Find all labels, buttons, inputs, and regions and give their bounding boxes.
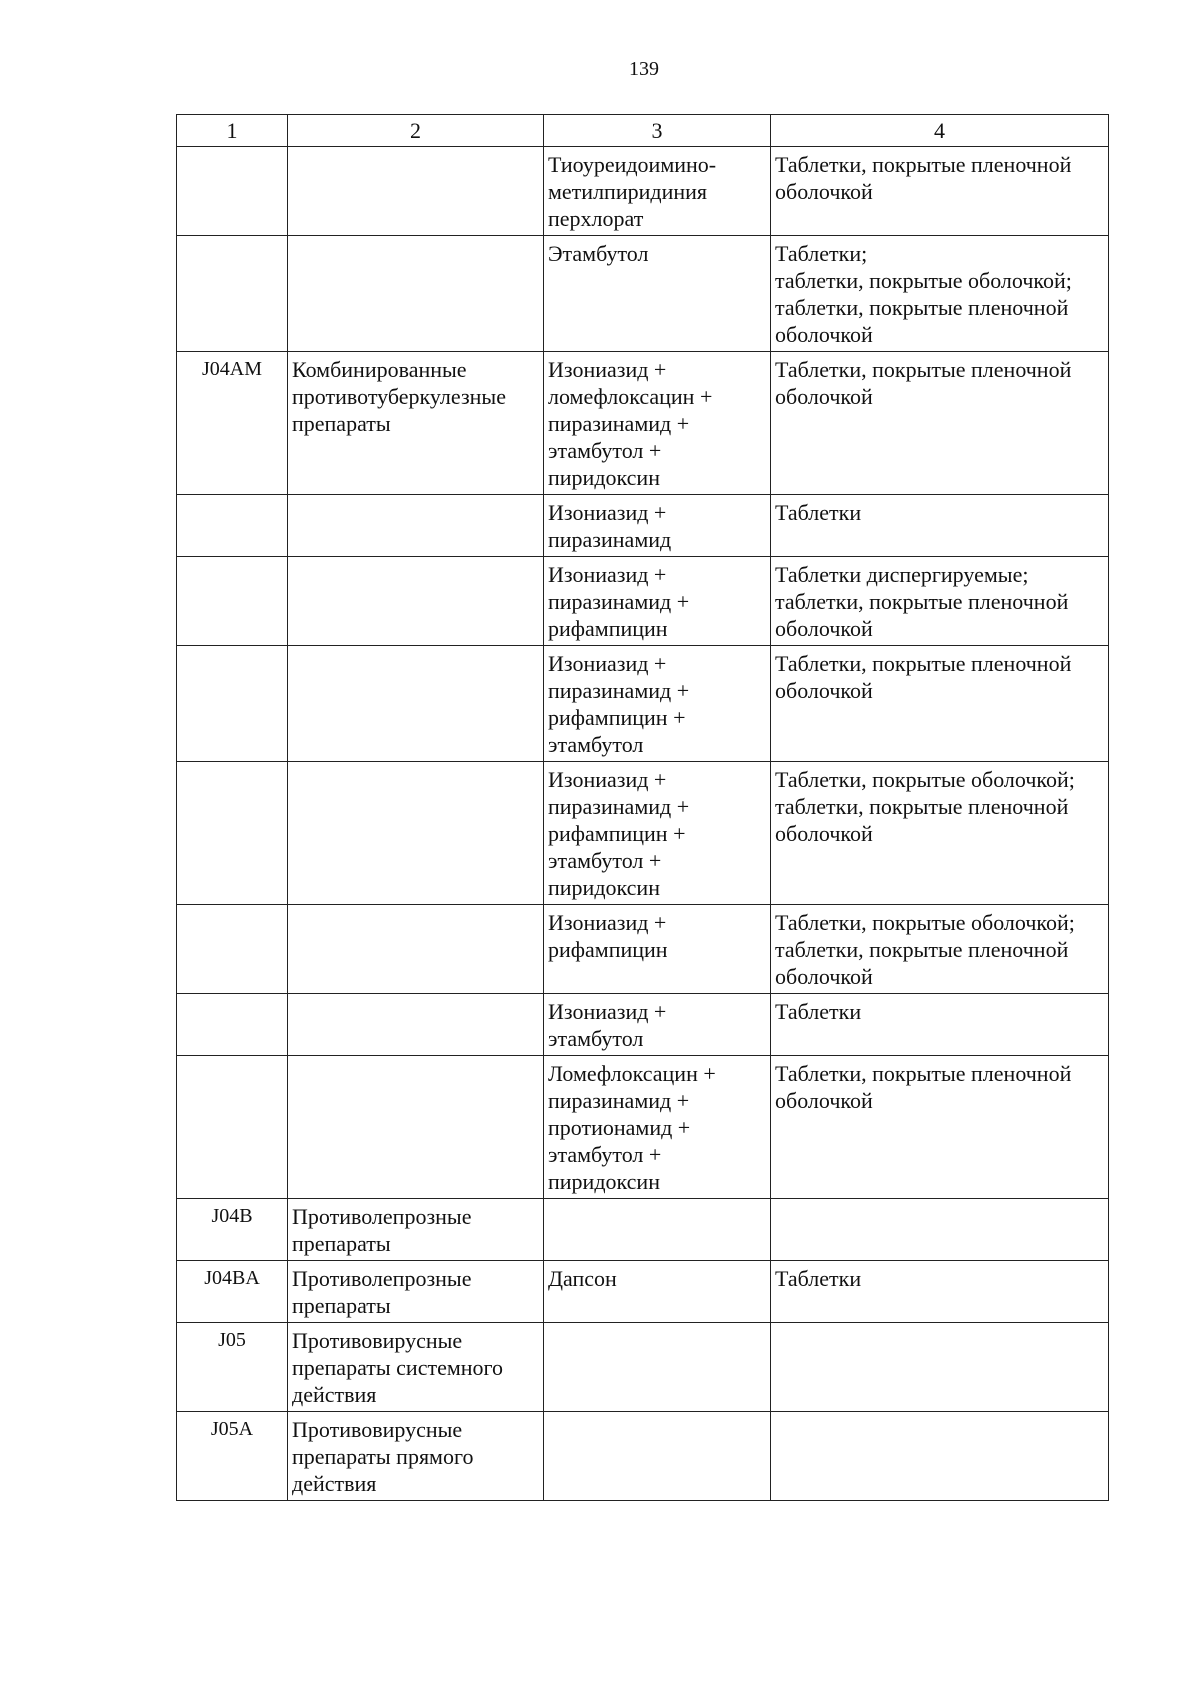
- table-row: [177, 1412, 1109, 1501]
- dosage-form-cell: Таблетки диспергируемые; таблетки, покрытые пленочной оболочкой: [771, 557, 1109, 646]
- pharmacological-group-cell: Противовирусные препараты прямого действия: [288, 1412, 544, 1501]
- table-row: [177, 762, 1109, 905]
- dosage-form-cell: [771, 1412, 1109, 1501]
- table-row: [177, 557, 1109, 646]
- pharmacological-group-cell: [288, 557, 544, 646]
- table-row: [177, 236, 1109, 352]
- drug-name-cell: [544, 1323, 771, 1412]
- drug-name-cell: Ломефлоксацин + пиразинамид + протионамид + этамбутол + пиридоксин: [544, 1056, 771, 1199]
- atc-code-cell: J05A: [177, 1412, 288, 1501]
- pharmacological-group-cell: [288, 1056, 544, 1199]
- dosage-form-cell: Таблетки, покрытые оболочкой; таблетки, покрытые пленочной оболочкой: [771, 905, 1109, 994]
- dosage-form-cell: Таблетки, покрытые оболочкой; таблетки, покрытые пленочной оболочкой: [771, 762, 1109, 905]
- table-row: [177, 352, 1109, 495]
- atc-code-cell: J05: [177, 1323, 288, 1412]
- table-row: [177, 1056, 1109, 1199]
- pharmacological-group-cell: [288, 905, 544, 994]
- drug-name-cell: Тиоуреидоимино- метилпиридиния перхлорат: [544, 147, 771, 236]
- dosage-form-cell: Таблетки; таблетки, покрытые оболочкой; таблетки, покрытые пленочной оболочкой: [771, 236, 1109, 352]
- page-number: 139: [629, 58, 659, 80]
- drug-name-cell: Изониазид + пиразинамид + рифампицин + этамбутол: [544, 646, 771, 762]
- drug-name-cell: Изониазид + пиразинамид: [544, 495, 771, 557]
- atc-code-cell: J04BA: [177, 1261, 288, 1323]
- dosage-form-cell: Таблетки: [771, 495, 1109, 557]
- atc-code-cell: J04B: [177, 1199, 288, 1261]
- table-row: [177, 1199, 1109, 1261]
- pharmacological-group-cell: Противолепрозные препараты: [288, 1261, 544, 1323]
- atc-code-cell: [177, 236, 288, 352]
- pharmacological-group-cell: [288, 495, 544, 557]
- table-row: [177, 147, 1109, 236]
- atc-code-cell: [177, 147, 288, 236]
- table-header-row: [177, 115, 1109, 147]
- dosage-form-cell: Таблетки, покрытые пленочной оболочкой: [771, 646, 1109, 762]
- drug-name-cell: [544, 1199, 771, 1261]
- atc-code-cell: [177, 905, 288, 994]
- drug-name-cell: Этамбутол: [544, 236, 771, 352]
- atc-code-cell: [177, 762, 288, 905]
- atc-code-cell: J04AM: [177, 352, 288, 495]
- pharmacological-group-cell: [288, 236, 544, 352]
- pharmacological-group-cell: [288, 646, 544, 762]
- table-row: [177, 994, 1109, 1056]
- dosage-form-cell: Таблетки: [771, 1261, 1109, 1323]
- drug-name-cell: Изониазид + этамбутол: [544, 994, 771, 1056]
- atc-code-cell: [177, 994, 288, 1056]
- column-header-group: 2: [288, 115, 544, 147]
- atc-code-cell: [177, 1056, 288, 1199]
- pharmacological-group-cell: [288, 994, 544, 1056]
- pharmacological-group-cell: Противовирусные препараты системного действия: [288, 1323, 544, 1412]
- pharmacological-group-cell: [288, 147, 544, 236]
- pharmacological-group-cell: Противолепрозные препараты: [288, 1199, 544, 1261]
- table-row: [177, 495, 1109, 557]
- dosage-form-cell: Таблетки: [771, 994, 1109, 1056]
- drug-name-cell: Изониазид + пиразинамид + рифампицин + этамбутол + пиридоксин: [544, 762, 771, 905]
- pharmacological-group-cell: [288, 762, 544, 905]
- table-row: [177, 905, 1109, 994]
- table-row: [177, 1261, 1109, 1323]
- drug-name-cell: Изониазид + рифампицин: [544, 905, 771, 994]
- table-row: [177, 646, 1109, 762]
- dosage-form-cell: [771, 1323, 1109, 1412]
- dosage-form-cell: [771, 1199, 1109, 1261]
- dosage-form-cell: Таблетки, покрытые пленочной оболочкой: [771, 147, 1109, 236]
- drug-name-cell: Изониазид + пиразинамид + рифампицин: [544, 557, 771, 646]
- dosage-form-cell: Таблетки, покрытые пленочной оболочкой: [771, 352, 1109, 495]
- atc-code-cell: [177, 495, 288, 557]
- drug-name-cell: [544, 1412, 771, 1501]
- drug-table: [176, 114, 1109, 1501]
- atc-code-cell: [177, 646, 288, 762]
- drug-name-cell: Дапсон: [544, 1261, 771, 1323]
- table-row: [177, 1323, 1109, 1412]
- column-header-drug: 3: [544, 115, 771, 147]
- dosage-form-cell: Таблетки, покрытые пленочной оболочкой: [771, 1056, 1109, 1199]
- drug-name-cell: Изониазид + ломефлоксацин + пиразинамид + этамбутол + пиридоксин: [544, 352, 771, 495]
- atc-code-cell: [177, 557, 288, 646]
- column-header-form: 4: [771, 115, 1109, 147]
- pharmacological-group-cell: Комбинированные противотуберкулезные препараты: [288, 352, 544, 495]
- column-header-code: 1: [177, 115, 288, 147]
